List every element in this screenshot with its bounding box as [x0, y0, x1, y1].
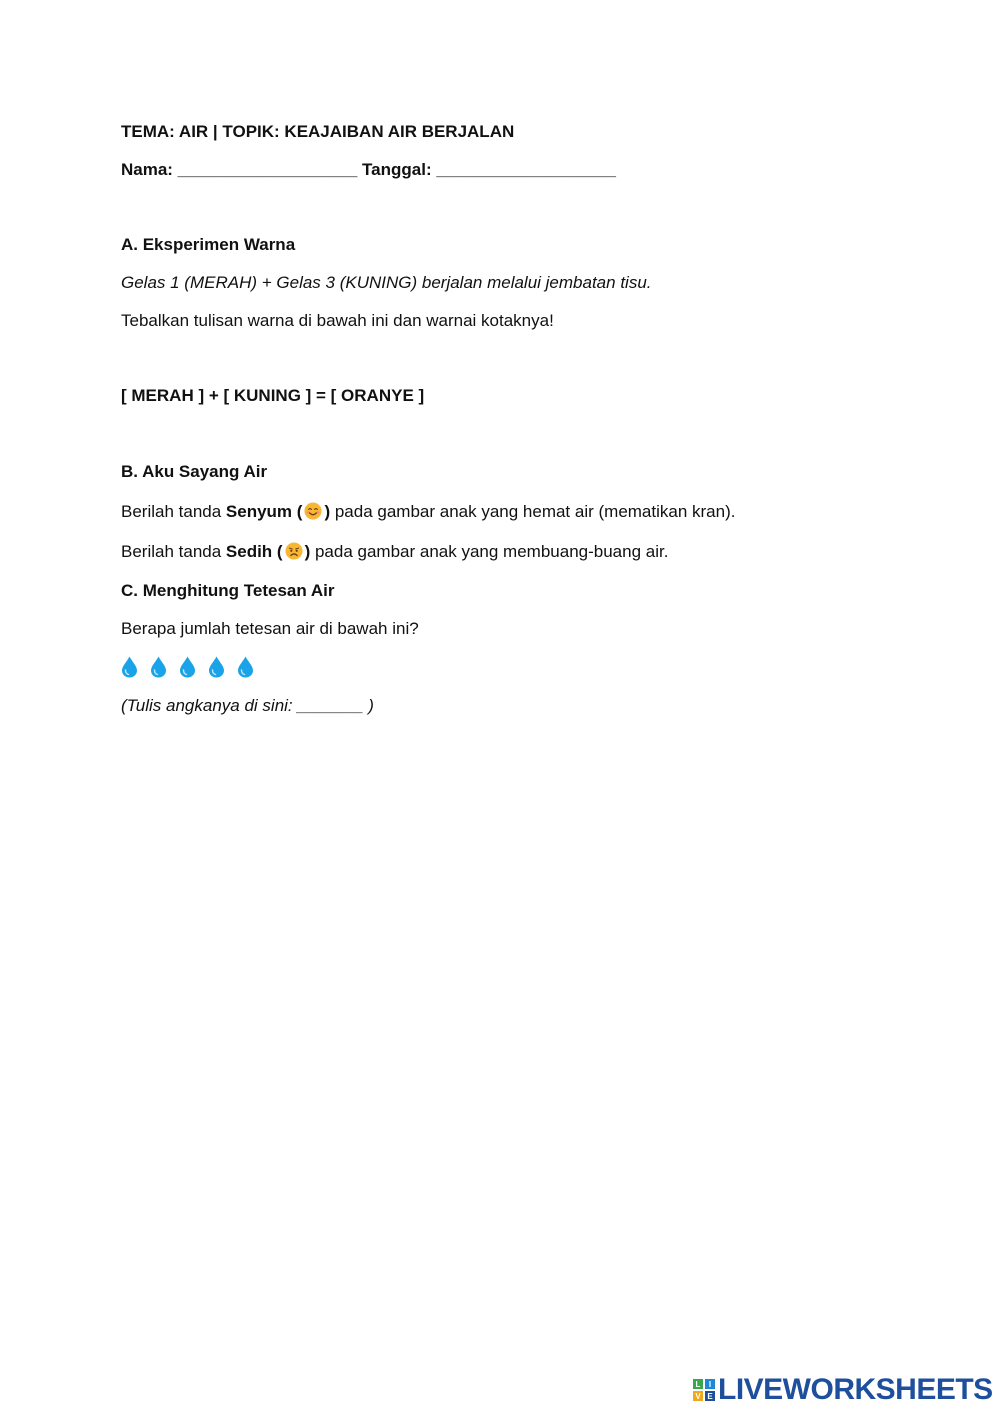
smile-instruction-suffix: pada gambar anak yang hemat air (mematikan kran). [330, 502, 736, 521]
liveworksheets-logo [693, 1374, 993, 1406]
section-a-instruction: Tebalkan tulisan warna di bawah ini dan warnai kotaknya! [121, 311, 554, 330]
logo-block: I [705, 1379, 715, 1389]
water-drop-icon [121, 656, 138, 678]
logo-block: V [693, 1391, 703, 1401]
logo-block: E [705, 1391, 715, 1401]
answer-prompt: (Tulis angkanya di sini: _______ ) [121, 696, 374, 715]
section-a-heading: A. Eksperimen Warna [121, 235, 296, 254]
water-drop-icon [208, 656, 225, 678]
sad-label: Sedih ( [225, 542, 283, 561]
logo-text: LIVEWORKSHEETS [718, 1373, 993, 1406]
sad-instruction-prefix: Berilah tanda [121, 542, 226, 561]
color-equation: [ MERAH ] + [ KUNING ] = [ ORANYE ] [121, 386, 425, 405]
worksheet-title: TEMA: AIR | TOPIK: KEAJAIBAN AIR BERJALAN [121, 122, 515, 141]
sad-instruction [121, 541, 668, 563]
section-b-heading: B. Aku Sayang Air [121, 462, 268, 481]
smile-label-close: ) [324, 502, 331, 521]
sad-label-close: ) [304, 542, 311, 561]
sad-instruction-suffix: pada gambar anak yang membuang-buang air. [310, 542, 669, 561]
section-c-question: Berapa jumlah tetesan air di bawah ini? [121, 619, 419, 638]
logo-block: L [693, 1379, 703, 1389]
section-a-description: Gelas 1 (MERAH) + Gelas 3 (KUNING) berjalan melalui jembatan tisu. [121, 273, 652, 292]
section-c-heading: C. Menghitung Tetesan Air [121, 581, 335, 600]
water-drop-icon [237, 656, 254, 678]
smile-label: Senyum ( [225, 502, 303, 521]
name-date-line: Nama: ___________________ Tanggal: ___________________ [121, 160, 616, 179]
sad-face-icon [285, 542, 303, 560]
smile-instruction-prefix: Berilah tanda [121, 502, 226, 521]
smiling-face-icon [304, 502, 322, 520]
water-drops-row [121, 656, 266, 680]
water-drop-icon [179, 656, 196, 678]
smile-instruction [121, 501, 735, 523]
water-drop-icon [150, 656, 167, 678]
logo-blocks-icon [693, 1379, 715, 1401]
